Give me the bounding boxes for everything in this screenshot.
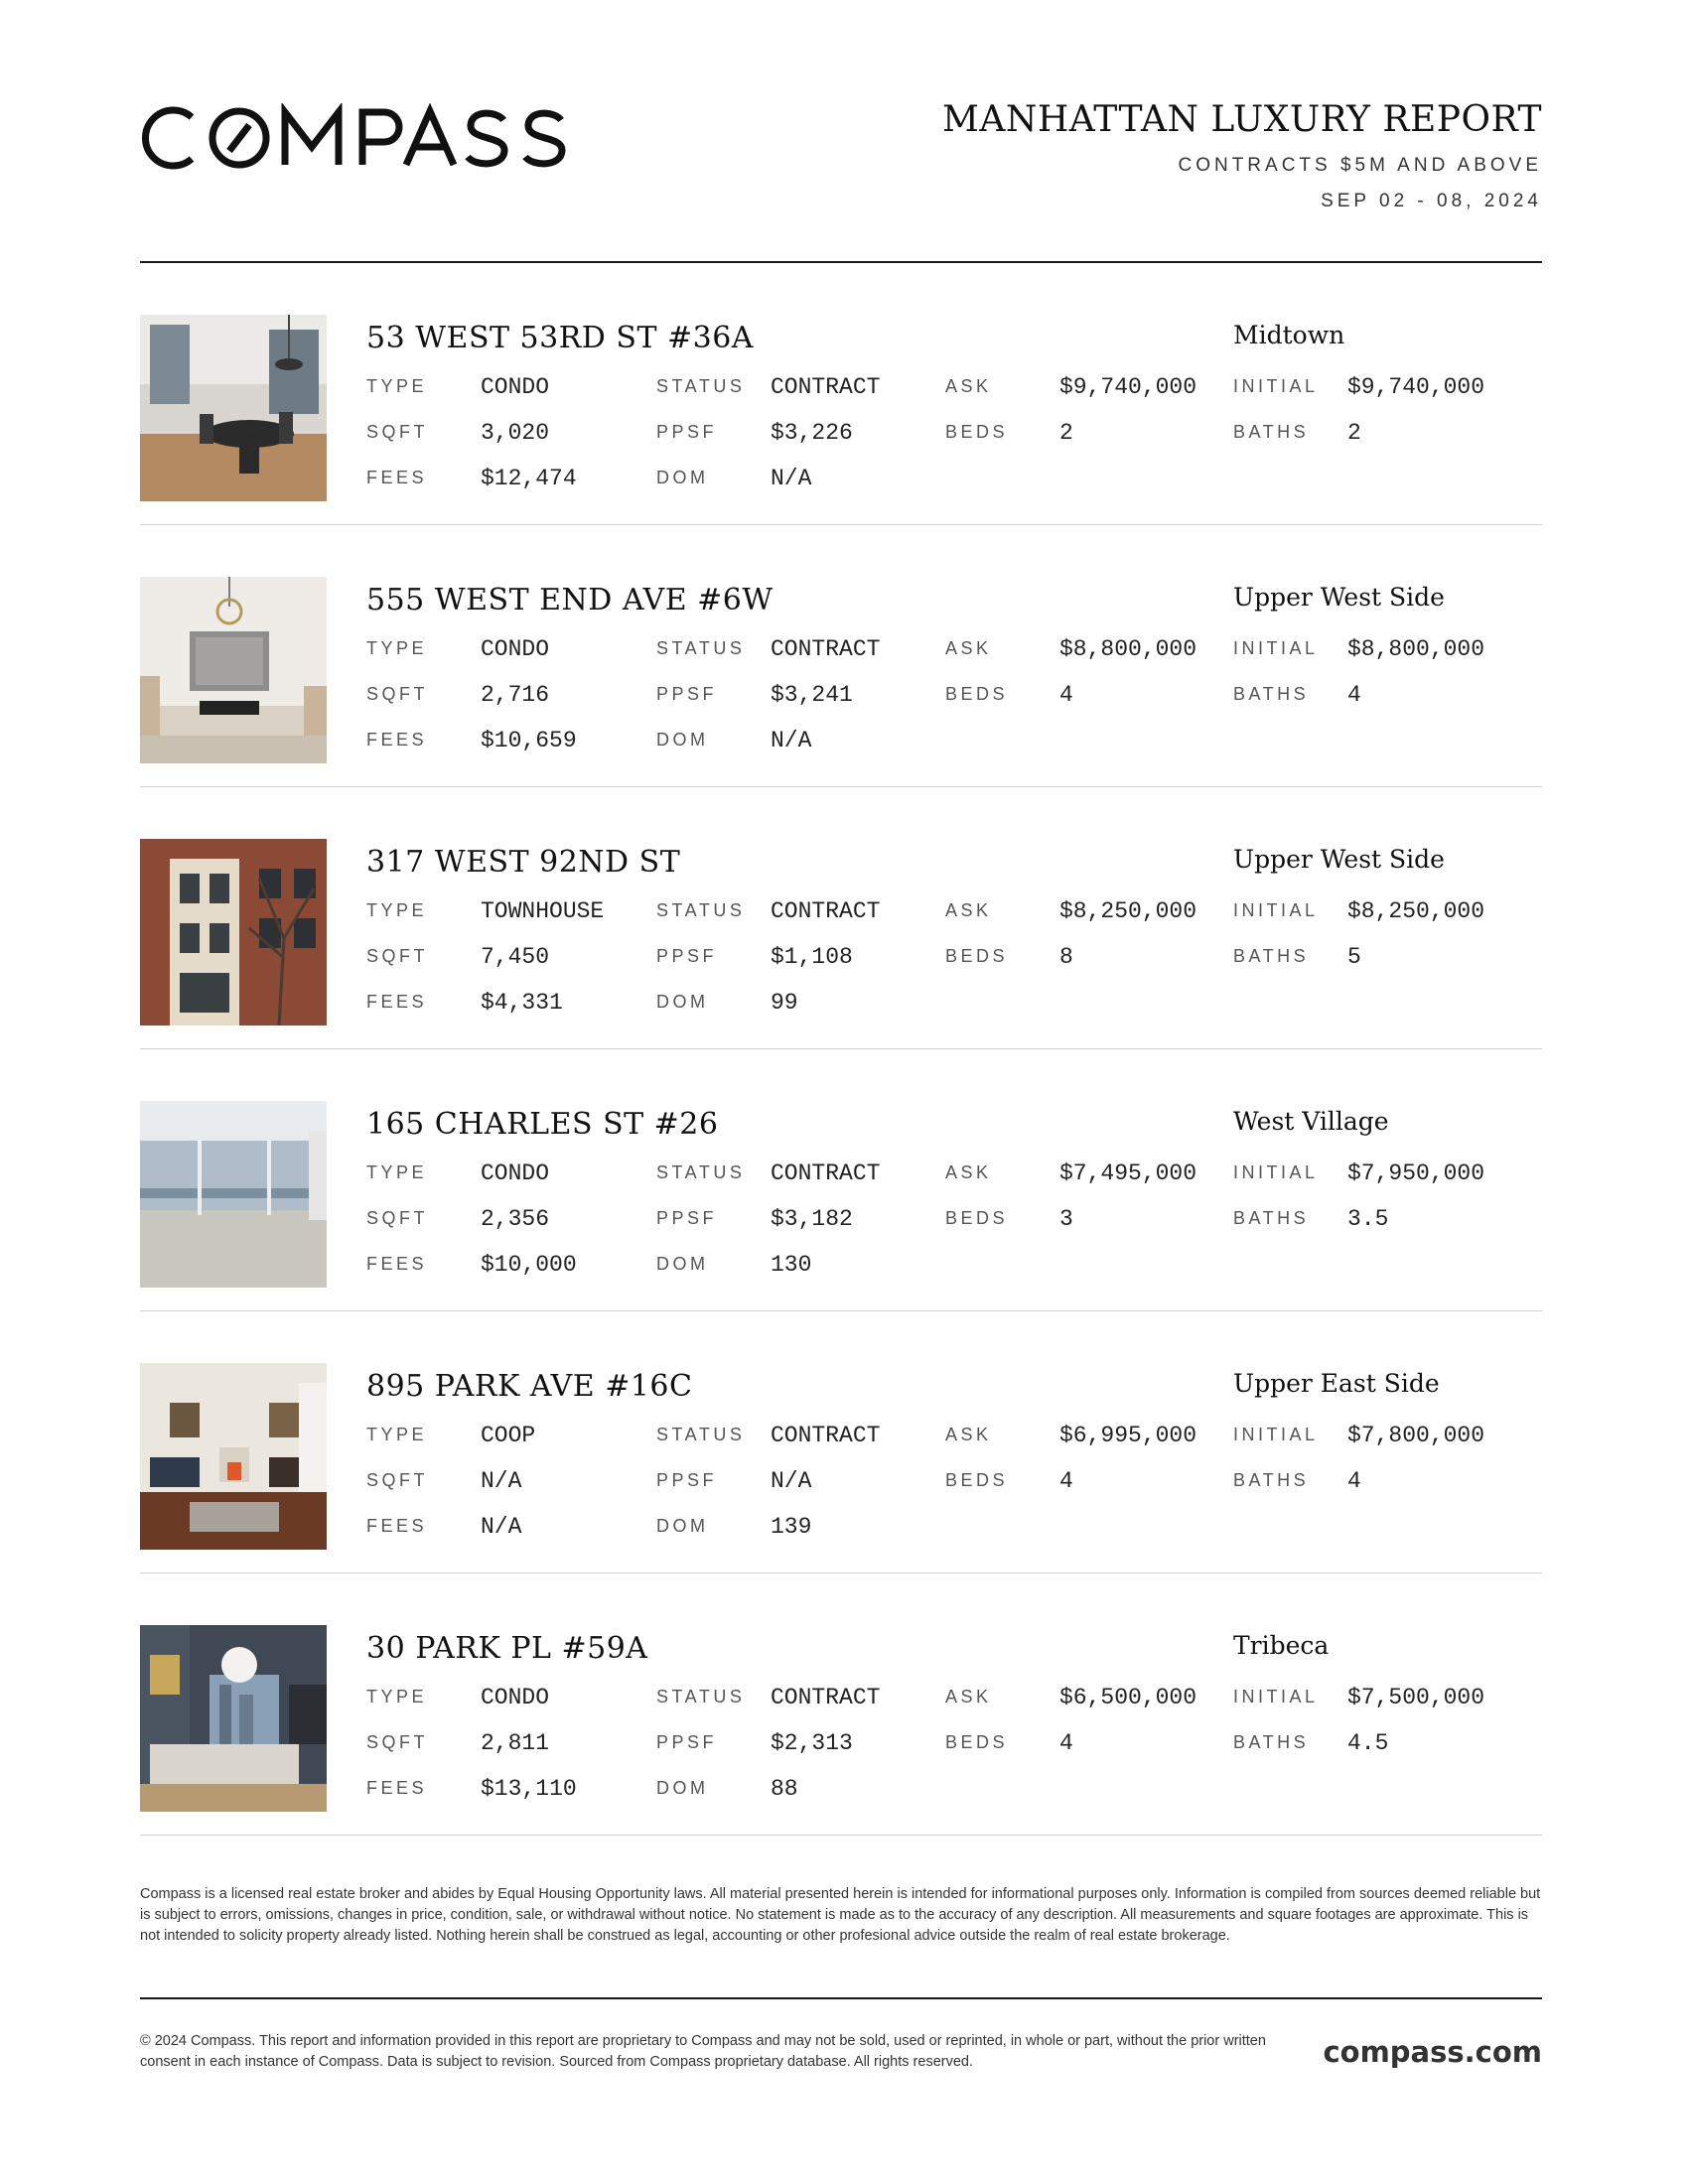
- label-type: TYPE: [366, 376, 428, 396]
- listing-neighborhood: Midtown: [1233, 321, 1345, 349]
- value-dom: N/A: [771, 728, 812, 753]
- value-type: CONDO: [481, 374, 550, 400]
- value-initial: $9,740,000: [1347, 374, 1485, 400]
- value-ask: $8,800,000: [1059, 636, 1197, 662]
- report-subtitle: CONTRACTS $5M AND ABOVE: [1178, 155, 1542, 176]
- label-fees: FEES: [366, 468, 428, 487]
- value-sqft: N/A: [481, 1468, 522, 1494]
- value-fees: $13,110: [481, 1776, 577, 1802]
- value-sqft: 3,020: [481, 420, 550, 446]
- label-dom: DOM: [656, 1516, 709, 1536]
- value-initial: $8,250,000: [1347, 898, 1485, 924]
- value-fees: $10,000: [481, 1252, 577, 1278]
- label-ask: ASK: [945, 376, 992, 396]
- label-beds: BEDS: [945, 422, 1009, 442]
- label-ppsf: PPSF: [656, 422, 718, 442]
- label-sqft: SQFT: [366, 684, 428, 704]
- listing-photo: [140, 1625, 327, 1812]
- label-beds: BEDS: [945, 684, 1009, 704]
- value-ask: $7,495,000: [1059, 1160, 1197, 1186]
- label-ask: ASK: [945, 1162, 992, 1182]
- listing-neighborhood: West Village: [1233, 1107, 1389, 1136]
- label-status: STATUS: [656, 1687, 746, 1706]
- value-beds: 4: [1059, 1468, 1073, 1494]
- listing-row[interactable]: [140, 263, 1542, 525]
- value-baths: 5: [1347, 944, 1361, 970]
- value-beds: 3: [1059, 1206, 1073, 1232]
- value-status: CONTRACT: [771, 636, 881, 662]
- label-ppsf: PPSF: [656, 1470, 718, 1490]
- label-beds: BEDS: [945, 1470, 1009, 1490]
- report-title: MANHATTAN LUXURY REPORT: [941, 99, 1542, 140]
- value-beds: 8: [1059, 944, 1073, 970]
- listing-photo: [140, 1101, 327, 1288]
- value-sqft: 2,716: [481, 682, 550, 708]
- value-status: CONTRACT: [771, 898, 881, 924]
- value-dom: 99: [771, 990, 798, 1016]
- label-baths: BATHS: [1233, 1470, 1310, 1490]
- value-type: COOP: [481, 1423, 536, 1448]
- label-dom: DOM: [656, 1778, 709, 1798]
- label-ask: ASK: [945, 900, 992, 920]
- listing-address: 555 WEST END AVE #6W: [366, 583, 774, 617]
- label-initial: INITIAL: [1233, 376, 1319, 396]
- label-fees: FEES: [366, 1254, 428, 1274]
- value-sqft: 2,811: [481, 1730, 550, 1756]
- label-sqft: SQFT: [366, 422, 428, 442]
- value-status: CONTRACT: [771, 1423, 881, 1448]
- label-fees: FEES: [366, 1778, 428, 1798]
- listing-row[interactable]: [140, 787, 1542, 1049]
- label-sqft: SQFT: [366, 1470, 428, 1490]
- label-initial: INITIAL: [1233, 900, 1319, 920]
- label-type: TYPE: [366, 638, 428, 658]
- listing-photo: [140, 315, 327, 501]
- label-beds: BEDS: [945, 1208, 1009, 1228]
- value-beds: 4: [1059, 1730, 1073, 1756]
- label-baths: BATHS: [1233, 946, 1310, 966]
- label-dom: DOM: [656, 992, 709, 1012]
- listings: [140, 263, 1542, 1836]
- label-sqft: SQFT: [366, 1208, 428, 1228]
- label-sqft: SQFT: [366, 946, 428, 966]
- value-baths: 3.5: [1347, 1206, 1389, 1232]
- label-sqft: SQFT: [366, 1732, 428, 1752]
- value-fees: $10,659: [481, 728, 577, 753]
- value-baths: 4: [1347, 682, 1361, 708]
- value-initial: $7,950,000: [1347, 1160, 1485, 1186]
- label-type: TYPE: [366, 1425, 428, 1444]
- value-fees: $4,331: [481, 990, 563, 1016]
- value-status: CONTRACT: [771, 1160, 881, 1186]
- listing-address: 895 PARK AVE #16C: [366, 1369, 693, 1404]
- label-beds: BEDS: [945, 1732, 1009, 1752]
- label-baths: BATHS: [1233, 684, 1310, 704]
- value-type: CONDO: [481, 636, 550, 662]
- value-ppsf: $3,182: [771, 1206, 853, 1232]
- value-type: TOWNHOUSE: [481, 898, 605, 924]
- label-baths: BATHS: [1233, 1732, 1310, 1752]
- listing-address: 317 WEST 92ND ST: [366, 845, 681, 880]
- listing-row[interactable]: [140, 1049, 1542, 1311]
- label-initial: INITIAL: [1233, 1687, 1319, 1706]
- label-status: STATUS: [656, 1425, 746, 1444]
- report-date-range: SEP 02 - 08, 2024: [1321, 191, 1542, 211]
- listing-row[interactable]: [140, 1311, 1542, 1573]
- listing-photo: [140, 1363, 327, 1550]
- label-type: TYPE: [366, 1687, 428, 1706]
- label-ask: ASK: [945, 1687, 992, 1706]
- value-initial: $7,500,000: [1347, 1685, 1485, 1710]
- value-status: CONTRACT: [771, 1685, 881, 1710]
- value-ask: $9,740,000: [1059, 374, 1197, 400]
- label-baths: BATHS: [1233, 1208, 1310, 1228]
- listing-photo: [140, 577, 327, 763]
- label-type: TYPE: [366, 1162, 428, 1182]
- website-link[interactable]: compass.com: [1323, 2035, 1542, 2069]
- value-beds: 4: [1059, 682, 1073, 708]
- label-status: STATUS: [656, 900, 746, 920]
- label-beds: BEDS: [945, 946, 1009, 966]
- listing-address: 30 PARK PL #59A: [366, 1631, 648, 1666]
- label-initial: INITIAL: [1233, 1162, 1319, 1182]
- label-ppsf: PPSF: [656, 946, 718, 966]
- value-status: CONTRACT: [771, 374, 881, 400]
- value-fees: $12,474: [481, 466, 577, 491]
- value-ppsf: $3,241: [771, 682, 853, 708]
- label-ppsf: PPSF: [656, 1208, 718, 1228]
- listing-neighborhood: Tribeca: [1233, 1631, 1330, 1660]
- disclaimer: Compass is a licensed real estate broker and abides by Equal Housing Opportunity laws. All material presented herein is intended for informational purposes only. Information is compiled from sources deemed reliable but is subject to errors, omissions, changes in price, condition, sale, or withdrawal without notice. No statement is made as to the accuracy of any description. All measurements and square footages are approximate. This is not intended to solicity property already listed. Nothing herein shall be construed as legal, accounting or other profesional advice outside the realm of real estate brokerage.: [140, 1886, 1541, 1944]
- label-baths: BATHS: [1233, 422, 1310, 442]
- label-fees: FEES: [366, 992, 428, 1012]
- value-dom: 139: [771, 1514, 812, 1540]
- value-ask: $8,250,000: [1059, 898, 1197, 924]
- label-status: STATUS: [656, 376, 746, 396]
- value-ppsf: N/A: [771, 1468, 812, 1494]
- value-ask: $6,995,000: [1059, 1423, 1197, 1448]
- label-ppsf: PPSF: [656, 684, 718, 704]
- value-type: CONDO: [481, 1685, 550, 1710]
- label-dom: DOM: [656, 468, 709, 487]
- footer-divider: [140, 1997, 1542, 1999]
- copyright-notice: © 2024 Compass. This report and information provided in this report are proprietary to Compass and may not be sold, used or reprinted, in whole or part, without the prior written consent in each instance of Compass. Data is subject to revision. Sourced from Compass proprietary database. All rights reserved.: [140, 2033, 1266, 2070]
- value-ppsf: $3,226: [771, 420, 853, 446]
- value-baths: 4: [1347, 1468, 1361, 1494]
- value-initial: $7,800,000: [1347, 1423, 1485, 1448]
- value-initial: $8,800,000: [1347, 636, 1485, 662]
- label-initial: INITIAL: [1233, 638, 1319, 658]
- report-header: [140, 97, 1542, 216]
- value-sqft: 7,450: [481, 944, 550, 970]
- label-ppsf: PPSF: [656, 1732, 718, 1752]
- label-dom: DOM: [656, 730, 709, 750]
- value-dom: 88: [771, 1776, 798, 1802]
- value-ask: $6,500,000: [1059, 1685, 1197, 1710]
- listing-neighborhood: Upper West Side: [1233, 583, 1445, 612]
- label-fees: FEES: [366, 1516, 428, 1536]
- value-baths: 2: [1347, 420, 1361, 446]
- listing-neighborhood: Upper East Side: [1233, 1369, 1440, 1398]
- value-fees: N/A: [481, 1514, 522, 1540]
- value-baths: 4.5: [1347, 1730, 1389, 1756]
- value-ppsf: $1,108: [771, 944, 853, 970]
- listing-neighborhood: Upper West Side: [1233, 845, 1445, 874]
- label-status: STATUS: [656, 638, 746, 658]
- value-sqft: 2,356: [481, 1206, 550, 1232]
- label-ask: ASK: [945, 1425, 992, 1444]
- listing-address: 53 WEST 53RD ST #36A: [366, 321, 754, 355]
- label-ask: ASK: [945, 638, 992, 658]
- label-fees: FEES: [366, 730, 428, 750]
- label-type: TYPE: [366, 900, 428, 920]
- compass-logo-mark: [140, 103, 577, 173]
- label-initial: INITIAL: [1233, 1425, 1319, 1444]
- value-ppsf: $2,313: [771, 1730, 853, 1756]
- value-dom: N/A: [771, 466, 812, 491]
- listing-row[interactable]: [140, 1573, 1542, 1836]
- label-status: STATUS: [656, 1162, 746, 1182]
- value-dom: 130: [771, 1252, 812, 1278]
- listing-row[interactable]: [140, 525, 1542, 787]
- label-dom: DOM: [656, 1254, 709, 1274]
- value-beds: 2: [1059, 420, 1073, 446]
- value-type: CONDO: [481, 1160, 550, 1186]
- listing-address: 165 CHARLES ST #26: [366, 1107, 719, 1142]
- listing-photo: [140, 839, 327, 1025]
